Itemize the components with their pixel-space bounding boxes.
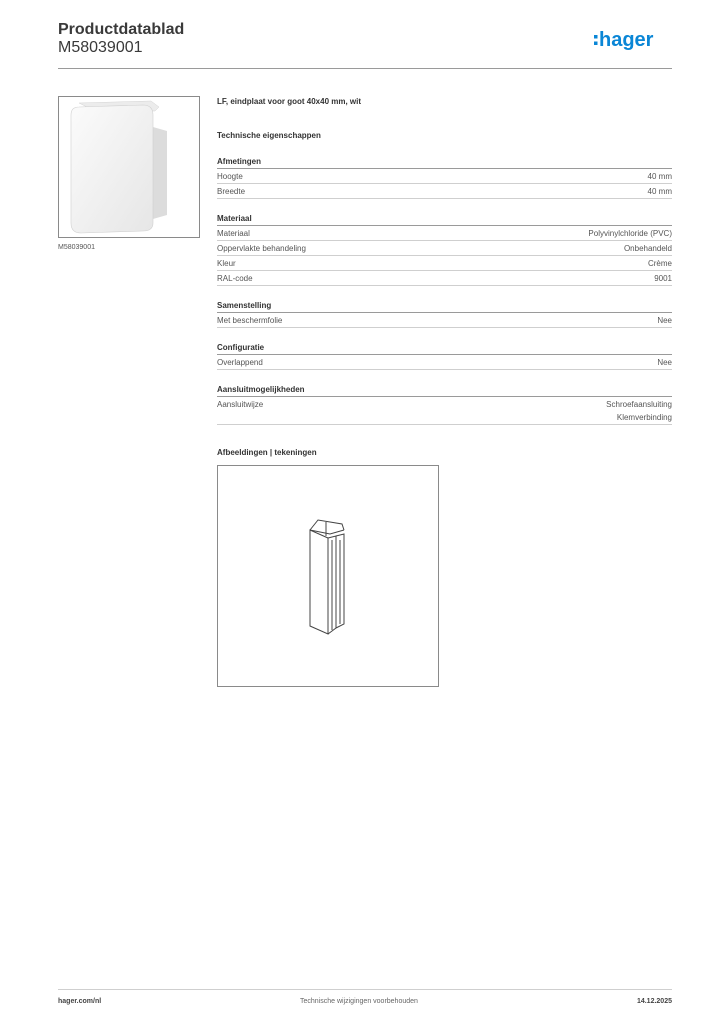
table-row (217, 313, 672, 328)
footer-website-link[interactable]: hager.com/nl (58, 998, 102, 1005)
section-configuratie (217, 342, 672, 370)
table-row (217, 397, 672, 425)
section-aansluitmogelijkheden (217, 384, 672, 425)
technical-drawing (217, 465, 439, 687)
row-label: Materiaal (217, 229, 250, 238)
row-label: Overlappend (217, 358, 263, 367)
table-row (217, 169, 672, 184)
section-title: Afmetingen (217, 156, 672, 169)
product-photo (58, 96, 200, 238)
section-title: Aansluitmogelijkheden (217, 384, 672, 397)
photo-caption: M58039001 (58, 244, 95, 251)
footer-date: 14.12.2025 (636, 998, 672, 1005)
row-label: RAL-code (217, 274, 253, 283)
row-label: Hoogte (217, 172, 243, 181)
row-value: Schroefaansluiting Klemverbinding (606, 400, 672, 422)
section-samenstelling (217, 300, 672, 328)
row-label: Met beschermfolie (217, 316, 283, 325)
row-value: Nee (657, 316, 672, 325)
row-value: Polyvinylchloride (PVC) (588, 229, 672, 238)
row-value: 40 mm (647, 187, 672, 196)
section-title: Samenstelling (217, 300, 672, 313)
table-row (217, 241, 672, 256)
product-details (217, 96, 672, 687)
row-label: Kleur (217, 259, 236, 268)
footer-divider (58, 989, 672, 990)
row-value: 40 mm (647, 172, 672, 181)
table-row (217, 256, 672, 271)
table-row (217, 184, 672, 199)
row-label: Breedte (217, 187, 246, 196)
row-label: Oppervlakte behandeling (217, 244, 306, 253)
svg-text:hager: hager (599, 29, 654, 51)
product-code: M58039001 (58, 39, 143, 56)
row-value: Crème (647, 259, 672, 268)
row-value: 9001 (654, 274, 672, 283)
table-row (217, 226, 672, 241)
section-title: Configuratie (217, 342, 672, 355)
header-divider (58, 68, 672, 69)
hager-logo[interactable] (594, 28, 674, 59)
section-afmetingen (217, 156, 672, 199)
product-title: LF, eindplaat voor goot 40x40 mm, wit (217, 97, 362, 106)
row-label: Aansluitwijze (217, 400, 264, 409)
technical-properties-heading: Technische eigenschappen (217, 131, 321, 140)
section-title: Materiaal (217, 213, 672, 226)
row-value: Nee (657, 358, 672, 367)
images-heading: Afbeeldingen | tekeningen (217, 448, 317, 457)
row-value: Onbehandeld (623, 244, 672, 253)
table-row (217, 271, 672, 286)
footer-note: Technische wijzigingen voorbehouden (300, 998, 418, 1005)
page-title: Productdatablad (58, 21, 185, 38)
table-row (217, 355, 672, 370)
section-materiaal (217, 213, 672, 286)
